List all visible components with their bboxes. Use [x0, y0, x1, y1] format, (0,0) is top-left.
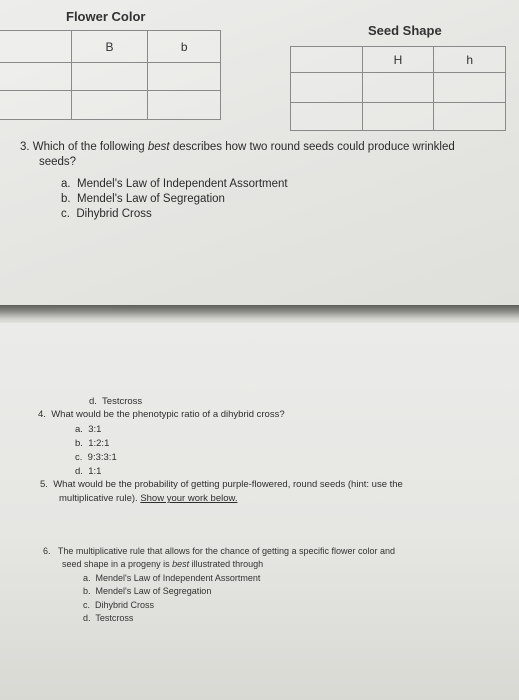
- option-text: Mendel's Law of Independent Assortment: [95, 573, 261, 583]
- question-3-option-c: [61, 207, 152, 222]
- punnett-cell: [148, 63, 221, 91]
- flower-color-punnett-square: [0, 30, 221, 120]
- question-text: The multiplicative rule that allows for the chance of getting a specific flower color and: [57, 546, 396, 556]
- emphasis-text: best: [147, 141, 170, 153]
- question-6-option-c: [83, 599, 154, 612]
- question-number: 6.: [43, 546, 51, 556]
- question-text: describes how two round seeds could produce wrinkled: [172, 141, 455, 153]
- option-letter: d.: [89, 396, 97, 407]
- question-3-option-b: [61, 192, 225, 207]
- option-text: Mendel's Law of Segregation: [95, 586, 212, 596]
- option-letter: a.: [83, 573, 91, 583]
- allele-label: H: [393, 52, 403, 67]
- option-letter: c.: [75, 452, 83, 463]
- allele-label: B: [105, 39, 114, 54]
- question-text: What would be the probability of getting purple-flowered, round seeds (hint: use the: [53, 479, 403, 490]
- punnett-cell: [0, 63, 71, 91]
- punnett-cell: [291, 103, 363, 131]
- worksheet-page-bottom: [0, 323, 519, 700]
- punnett-cell: [71, 63, 148, 91]
- question-5-line-2: [59, 492, 237, 505]
- option-text: Mendel's Law of Segregation: [76, 193, 225, 205]
- punnett-cell: [291, 73, 363, 103]
- option-text: 3:1: [88, 424, 102, 435]
- punnett-cell: [71, 91, 148, 120]
- option-letter: d.: [75, 466, 83, 477]
- option-text: 1:2:1: [88, 438, 110, 449]
- question-text: illustrated through: [191, 559, 264, 569]
- option-text: Dihybrid Cross: [95, 600, 155, 610]
- option-text: 9:3:3:1: [87, 452, 117, 463]
- question-6-line-1: [43, 545, 395, 558]
- question-number: 3.: [20, 141, 30, 153]
- question-3-option-a: [61, 177, 288, 192]
- question-6-option-b: [83, 585, 211, 598]
- question-3-option-d: [89, 395, 142, 408]
- option-letter: c.: [83, 600, 91, 610]
- question-4-option-a: [75, 423, 101, 436]
- option-letter: b.: [75, 438, 83, 449]
- allele-label: h: [466, 52, 473, 67]
- show-work-instruction: Show your work below.: [140, 493, 238, 504]
- punnett-header-cell: [362, 47, 434, 73]
- question-text: What would be the phenotypic ratio of a dihybrid cross?: [51, 409, 285, 420]
- punnett-header-cell: [71, 31, 148, 63]
- option-text: Dihybrid Cross: [76, 208, 152, 220]
- option-text: Mendel's Law of Independent Assortment: [76, 178, 288, 190]
- option-letter: b.: [83, 586, 91, 596]
- question-3-line-2: seeds?: [39, 156, 77, 168]
- punnett-cell: [434, 73, 506, 103]
- option-letter: c.: [61, 208, 70, 220]
- seed-shape-title: Seed Shape: [368, 23, 442, 38]
- punnett-cell: [434, 103, 506, 131]
- seed-shape-punnett-square: [290, 46, 506, 131]
- question-4-line-1: [38, 408, 285, 421]
- flower-color-title: Flower Color: [66, 9, 146, 24]
- punnett-cell: [148, 91, 221, 120]
- question-text: Which of the following: [32, 141, 145, 153]
- question-4-option-d: [75, 465, 101, 478]
- punnett-cell: [0, 31, 71, 63]
- emphasis-text: best: [172, 559, 190, 569]
- option-text: Testcross: [95, 613, 134, 623]
- option-text: 1:1: [88, 466, 102, 477]
- punnett-cell: [291, 47, 363, 73]
- question-6-option-d: [83, 612, 133, 625]
- punnett-cell: [362, 103, 434, 131]
- punnett-header-cell: [148, 31, 221, 63]
- question-6-option-a: [83, 572, 260, 585]
- option-letter: a.: [61, 178, 71, 190]
- option-text: Testcross: [102, 396, 143, 407]
- question-number: 5.: [40, 479, 48, 490]
- question-text: multiplicative rule).: [59, 493, 138, 504]
- question-6-line-2: [62, 558, 263, 571]
- question-3-line-1: [20, 140, 455, 155]
- question-text: seed shape in a progeny is: [62, 559, 170, 569]
- punnett-cell: [0, 91, 71, 120]
- option-letter: b.: [61, 193, 71, 205]
- allele-label: b: [180, 39, 188, 54]
- page-fold-shadow: [0, 305, 519, 323]
- option-letter: a.: [75, 424, 83, 435]
- punnett-header-cell: [434, 47, 506, 73]
- punnett-cell: [362, 73, 434, 103]
- question-number: 4.: [38, 409, 46, 420]
- question-5-line-1: [40, 478, 403, 491]
- question-4-option-c: [75, 451, 117, 464]
- option-letter: d.: [83, 613, 91, 623]
- question-4-option-b: [75, 437, 109, 450]
